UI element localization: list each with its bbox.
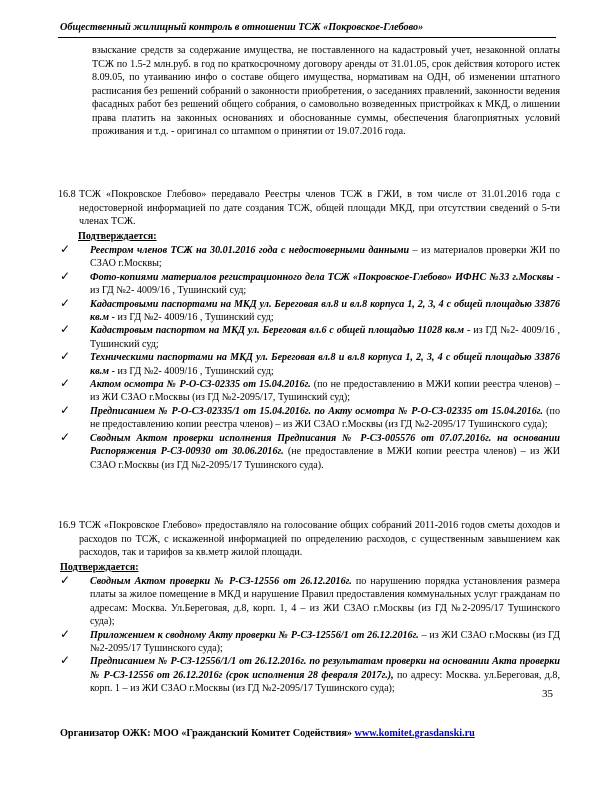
page-footer [60,728,560,739]
list-item: ✓ Предписанием № Р-О-СЗ-02335/1 от 15.04.2016г. по Акту осмотра № Р-О-СЗ-02335 от 15.04.2016г. (по не предоставлению копии реестра членов) – из ЖИ СЗАО г.Москвы (из ГД №2-2095/17 Тушинского суда); [60,402,560,431]
confirms-heading: Подтверждается: [60,562,139,573]
list-item: ✓ Сводным Актом проверки исполнения Предписания № Р-СЗ-005576 от 07.07.2016г. на основании Распоряжения Р-СЗ-00930 от 30.06.2016г. (не предоставление в МЖИ копии реестра членов) – из ЖИ СЗАО г.Москвы (из ГД №2-2095/17 Тушинского суда). [60,429,560,471]
checkmark-icon: ✓ [60,268,71,283]
item-text: ТСЖ «Покровское Глебово» предоставляло на голосование общих собраний 2011-2016 годов сметы доходов и расходов по ТСЖ, с искаженной информацией по определению расходов, с существенным завышением как расходов, так и тарифов за кв.метр жилой площади. [79,520,560,558]
checkmark-icon: ✓ [60,242,71,256]
confirms-heading: Подтверждается: [78,231,157,242]
footer-website-link[interactable]: www.komitet.grasdanski.ru [354,728,475,739]
checkmark-icon: ✓ [60,626,71,641]
item-16-9 [58,519,560,563]
item-number: 16.8 [58,189,76,200]
continued-paragraph: взыскание средств за содержание имущества, не поставленного на кадастровый учет, незаконной оплаты ТСЖ по 1.5-2 млн.руб. в год по краткосрочному договору аренды от 31.01.05, срок действия которого истек 8.09.05, по утаиванию инфо о составе общего имущества, нормативам на ОДН, об изменении штатного расписания без решений собраний о законности приобретения, о заседаниях правлений, законности ведения фасадных работ без решений общего собрания, о самовольно возведенных пристройках к МКД, о лишении права платить на законных основаниях и обоснованные суммы, обеспечения благоприятных условий проживания и т.д. - оригинал со штампом о принятии от 19.07.2016 года. [92,45,560,137]
checkmark-icon: ✓ [60,349,71,364]
list-item: ✓ Фото-копиями материалов регистрационного дела ТСЖ «Покровское-Глебово» ИФНС №33 г.Москвы - из ГД №2- 4009/16 , Тушинский суд; [60,268,560,297]
list-item: ✓ Актом осмотра № Р-О-СЗ-02335 от 15.04.2016г. (по не предоставлению в МЖИ копии реестра членов) – из ЖИ СЗАО г.Москвы (из ГД №2-2095/17, Тушинский суд); [60,376,561,404]
list-item: ✓ Сводным Актом проверки № Р-СЗ-12556 от 26.12.2016г. по нарушению порядка установления размера платы за жилое помещение в МКД и нарушение Правил предоставления коммунальных услуг гражданам по адресам: Москва. Ул.Береговая, д.8, корп. 1, 4 – из ЖИ СЗАО г.Москвы (из ГД №2-2095/17 Тушинского суда); [60,573,560,628]
evidence-list-16-9 [60,575,560,696]
header-rule [58,37,556,38]
evidence-list-16-8 [60,244,560,472]
checkmark-icon: ✓ [60,322,71,337]
list-item: ✓ Предписанием № Р-СЗ-12556/1/1 от 26.12.2016г. по результатам проверки на основании Акта проверки № Р-СЗ-12556 от 26.12.2016г (срок исполнения 28 февраля 2017г.), по адресу: Москва. ул.Береговая, д.8, корп. 1 – из ЖИ СЗАО г.Москвы (из ГД №2-2095/17 Тушинского суда); [60,653,560,695]
list-item: ✓ Кадастровыми паспортами на МКД ул. Береговая вл.8 и вл.8 корпуса 1, 2, 3, 4 с общей площадью 33876 кв.м - из ГД №2- 4009/16 , Тушинский суд; [60,295,560,324]
checkmark-icon: ✓ [60,402,71,417]
item-text: ТСЖ «Покровское Глебово» передавало Реестры членов ТСЖ в ГЖИ, в том числе от 31.01.2016 года с недостоверной информацией по дате создания ТСЖ, общей площади МКД, при отсутствии сведений о 5-ти членах ТСЖ. [79,189,560,227]
list-item: ✓ Приложением к сводному Акту проверки № Р-СЗ-12556/1 от 26.12.2016г. – из ЖИ СЗАО г.Москвы (из ГД №2-2095/17 Тушинского суда); [60,626,560,655]
checkmark-icon: ✓ [60,653,71,668]
list-item: ✓ Кадастровым паспортом на МКД ул. Береговая вл.6 с общей площадью 11028 кв.м - из ГД №2- 4009/16 , Тушинский суд; [60,322,560,350]
page-header: Общественный жилищный контроль в отношении ТСЖ «Покровское-Глебово» [60,22,424,33]
checkmark-icon: ✓ [60,295,71,310]
list-item: ✓ Реестром членов ТСЖ на 30.01.2016 года с недостоверными данными – из материалов проверки ЖИ по СЗАО г.Москвы; [60,242,560,270]
page-number: 35 [542,688,553,700]
list-item: ✓ Техническими паспортами на МКД ул. Береговая вл.8 и вл.8 корпуса 1, 2, 3, 4 с общей площадью 33876 кв.м - из ГД №2- 4009/16 , Тушинский суд; [60,349,560,377]
checkmark-icon: ✓ [60,376,71,391]
footer-organizer: Организатор ОЖК: МОО «Гражданский Комитет Содействия» [60,728,352,739]
item-16-8 [58,188,560,232]
item-number: 16.9 [58,520,76,531]
checkmark-icon: ✓ [60,429,71,444]
checkmark-icon: ✓ [60,573,71,587]
